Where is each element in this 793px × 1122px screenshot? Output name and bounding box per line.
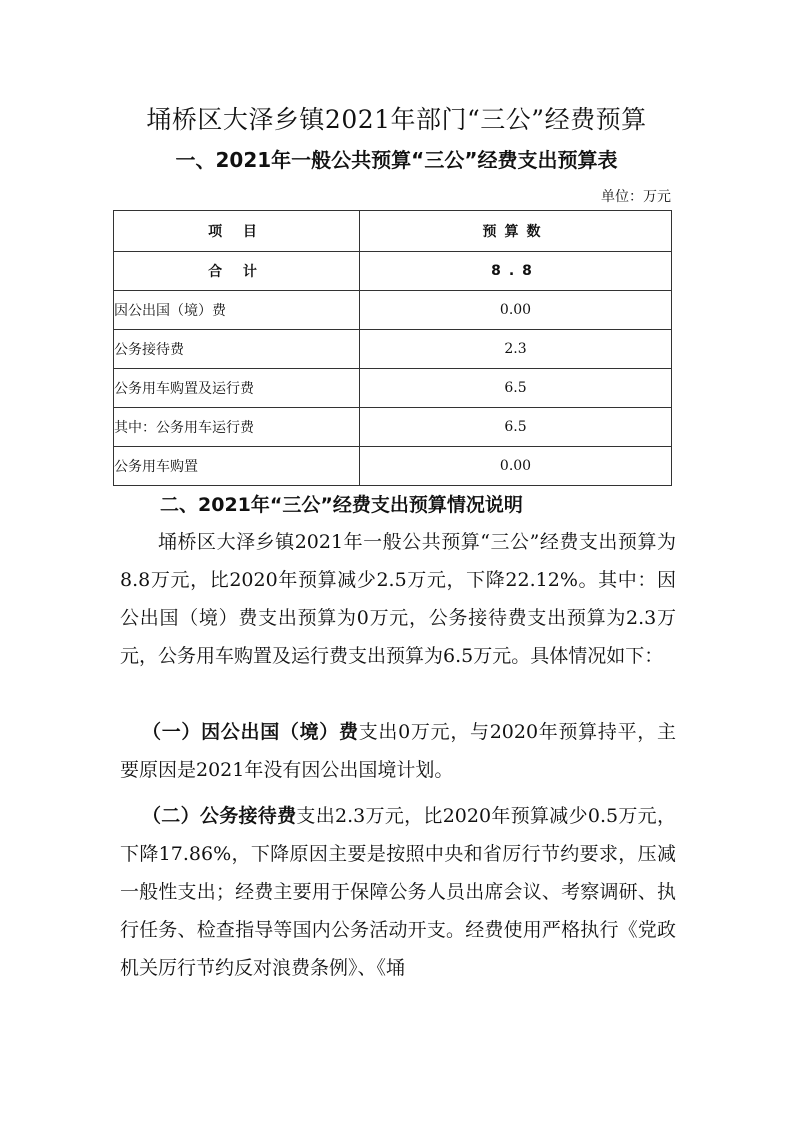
row-label: 其中：公务用车运行费: [114, 408, 360, 447]
header-amount: 预算数: [360, 211, 672, 252]
table-row: [114, 330, 672, 369]
section-1-heading: 一、2021年一般公共预算“三公”经费支出预算表: [175, 148, 618, 172]
table-row: [114, 447, 672, 486]
row-value: 0.00: [360, 447, 672, 486]
row-label: 公务用车购置: [114, 447, 360, 486]
section-2-heading: 二、2021年“三公”经费支出预算情况说明: [160, 494, 523, 516]
total-label: 合 计: [114, 252, 360, 291]
table-row: [114, 291, 672, 330]
row-label: 因公出国（境）费: [114, 291, 360, 330]
row-value: 6.5: [360, 408, 672, 447]
paragraph-reception: [120, 797, 676, 987]
paragraph-reception-text: 支出2.3万元，比2020年预算减少0.5万元，下降17.86%，下降原因主要是按照中央和省厉行节约要求，压减一般性支出；经费主要用于保障公务人员出席会议、考察调研、执行任务、检查指导等国内公务活动开支。经费使用严格执行《党政机关厉行节约反对浪费条例》、《埇: [120, 805, 676, 979]
row-value: 2.3: [360, 330, 672, 369]
paragraph-overseas: [120, 713, 676, 789]
document-title: 埇桥区大泽乡镇2021年部门“三公”经费预算: [146, 105, 647, 134]
table-header-row: [114, 211, 672, 252]
paragraph-reception-lead: （二）公务接待费: [142, 805, 297, 827]
table-row: [114, 369, 672, 408]
table-row-total: [114, 252, 672, 291]
header-item: 项 目: [114, 211, 360, 252]
row-label: 公务接待费: [114, 330, 360, 369]
row-value: 6.5: [360, 369, 672, 408]
paragraph-overseas-lead: （一）因公出国（境）费: [142, 721, 359, 743]
row-label: 公务用车购置及运行费: [114, 369, 360, 408]
paragraph-overseas-text: 支出0万元，与2020年预算持平，主要原因是2021年没有因公出国境计划。: [120, 721, 676, 781]
paragraph-summary: 埇桥区大泽乡镇2021年一般公共预算“三公”经费支出预算为8.8万元，比2020年预算减少2.5万元，下降22.12%。其中：因公出国（境）费支出预算为0万元，公务接待费支出预算为2.3万元，公务用车购置及运行费支出预算为6.5万元。具体情况如下：: [120, 531, 676, 667]
budget-table: [113, 210, 672, 486]
total-value: 8.8: [360, 252, 672, 291]
row-value: 0.00: [360, 291, 672, 330]
table-row: [114, 408, 672, 447]
unit-label: 单位：万元: [601, 189, 671, 205]
